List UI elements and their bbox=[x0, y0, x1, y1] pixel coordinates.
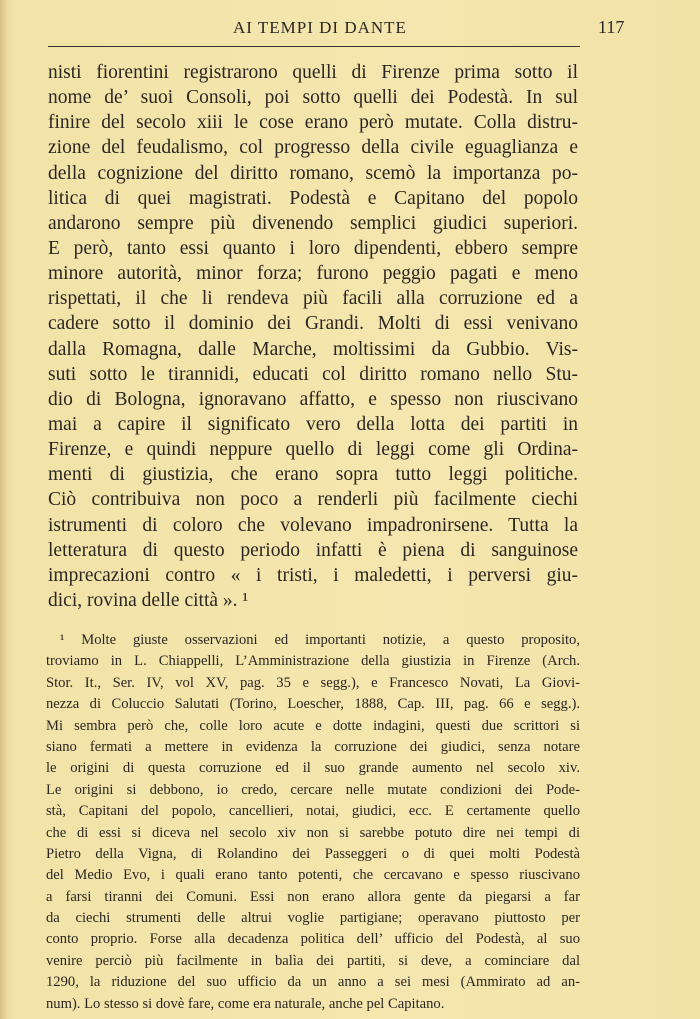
body-text bbox=[48, 60, 578, 613]
page-edge-shadow bbox=[0, 0, 8, 1019]
body-line: cadere sotto il dominio dei Grandi. Molti di essi venivano bbox=[48, 313, 578, 335]
footnote bbox=[46, 630, 580, 1015]
page-header bbox=[48, 16, 625, 47]
body-line: dalla Romagna, dalle Marche, moltissimi da Gubbio. Vis- bbox=[48, 338, 578, 360]
footnote-line: a farsi tiranni dei Comuni. Essi non erano allora gente da piegarsi a far bbox=[46, 888, 580, 905]
body-line: zione del feudalismo, col progresso della civile eguaglianza e bbox=[48, 137, 578, 159]
footnote-line: Stor. It., Ser. IV, vol XV, pag. 35 e segg.), e Francesco Novati, La Giovi- bbox=[46, 674, 580, 691]
body-line: letteratura di questo periodo infatti è piena di sanguinose bbox=[48, 539, 578, 561]
footnote-line: Mi sembra però che, colle loro acute e dotte indagini, questi due scrittori si bbox=[46, 717, 580, 734]
body-line: nisti fiorentini registrarono quelli di Firenze prima sotto il bbox=[48, 62, 578, 83]
footnote-line: venire perciò più facilmente in balìa dei partiti, si deve, a cominciare dal bbox=[46, 952, 580, 969]
body-line: imprecazioni contro « i tristi, i maledetti, i perversi giu- bbox=[48, 564, 578, 586]
body-line: menti di giustizia, che erano sopra tutto leggi politiche. bbox=[48, 464, 578, 486]
body-line: litica di quei magistrati. Podestà e Capitano del popolo bbox=[48, 187, 578, 209]
body-line-last: dici, rovina delle città ». ¹ bbox=[48, 589, 249, 611]
body-line: Firenze, e quindi neppure quello di leggi come gli Ordina- bbox=[48, 439, 578, 461]
footnote-line: siano fermati a mettere in evidenza la corruzione dei giudici, senza notare bbox=[46, 738, 580, 755]
body-line: E però, tanto essi quanto i loro dipendenti, ebbero sempre bbox=[48, 237, 578, 259]
page-number: 117 bbox=[598, 17, 625, 37]
body-line: nome de’ suoi Consoli, poi sotto quelli dei Podestà. In sul bbox=[48, 87, 578, 109]
footnote-line: conto proprio. Forse alla decadenza politica dell’ ufficio del Podestà, al suo bbox=[46, 931, 580, 948]
footnote-line: che di essi si diceva nel secolo xiv non si sarebbe potuto dire nei tempi di bbox=[46, 824, 580, 841]
footnote-line: le origini di questa corruzione ed il suo grande aumento nel secolo xiv. bbox=[46, 760, 580, 777]
body-line: minore autorità, minor forza; furono peggio pagati e meno bbox=[48, 263, 578, 285]
body-line: dio di Bologna, ignoravano affatto, e spesso non riuscivano bbox=[48, 388, 578, 410]
body-line: finire del secolo xiii le cose erano però mutate. Colla distru- bbox=[48, 112, 578, 134]
body-line: Ciò contribuiva non poco a renderli più facilmente ciechi bbox=[48, 489, 578, 511]
body-line: istrumenti di coloro che volevano impadronirsene. Tutta la bbox=[48, 514, 578, 536]
body-line: suti sotto le tirannidi, educati col diritto romano nello Stu- bbox=[48, 363, 578, 385]
footnote-line: ¹ Molte giuste osservazioni ed importanti notizie, a questo proposito, bbox=[60, 632, 580, 648]
footnote-line-last: num). Lo stesso si dovè fare, come era naturale, anche pel Capitano. bbox=[46, 995, 445, 1012]
footnote-line: nezza di Coluccio Salutati (Torino, Loescher, 1888, Cap. III, pag. 66 e segg.). bbox=[46, 696, 580, 713]
footnote-line: troviamo in L. Chiappelli, L’Amministrazione della giustizia in Firenze (Arch. bbox=[46, 653, 580, 670]
footnote-line: del Medio Evo, i quali erano tanto potenti, che cercavano e spesso riuscivano bbox=[46, 867, 580, 884]
body-line: andarono sempre più divenendo semplici giudici superiori. bbox=[48, 212, 578, 234]
body-line: mai a capire il significato vero della lotta dei partiti in bbox=[48, 413, 578, 435]
footnote-line: 1290, la riduzione del suo ufficio da un anno a sei mesi (Ammirato ad an- bbox=[46, 974, 580, 991]
body-line: della cognizione del diritto romano, scemò la importanza po- bbox=[48, 162, 578, 184]
running-head: AI TEMPI DI DANTE bbox=[233, 18, 407, 37]
footnote-line: da ciechi strumenti delle altrui voglie partigiane; operavano piuttosto per bbox=[46, 910, 580, 927]
body-line: rispettati, il che li rendeva più facili alla corruzione ed a bbox=[48, 288, 578, 310]
footnote-line: Pietro della Vigna, di Rolandino dei Passeggeri o di quei molti Podestà bbox=[46, 845, 580, 862]
footnote-line: stà, Capitani del popolo, cancellieri, notai, giudici, ecc. E certamente quello bbox=[46, 803, 580, 820]
footnote-line: Le origini si debbono, io credo, cercare nelle mutate condizioni dei Pode- bbox=[46, 781, 580, 798]
